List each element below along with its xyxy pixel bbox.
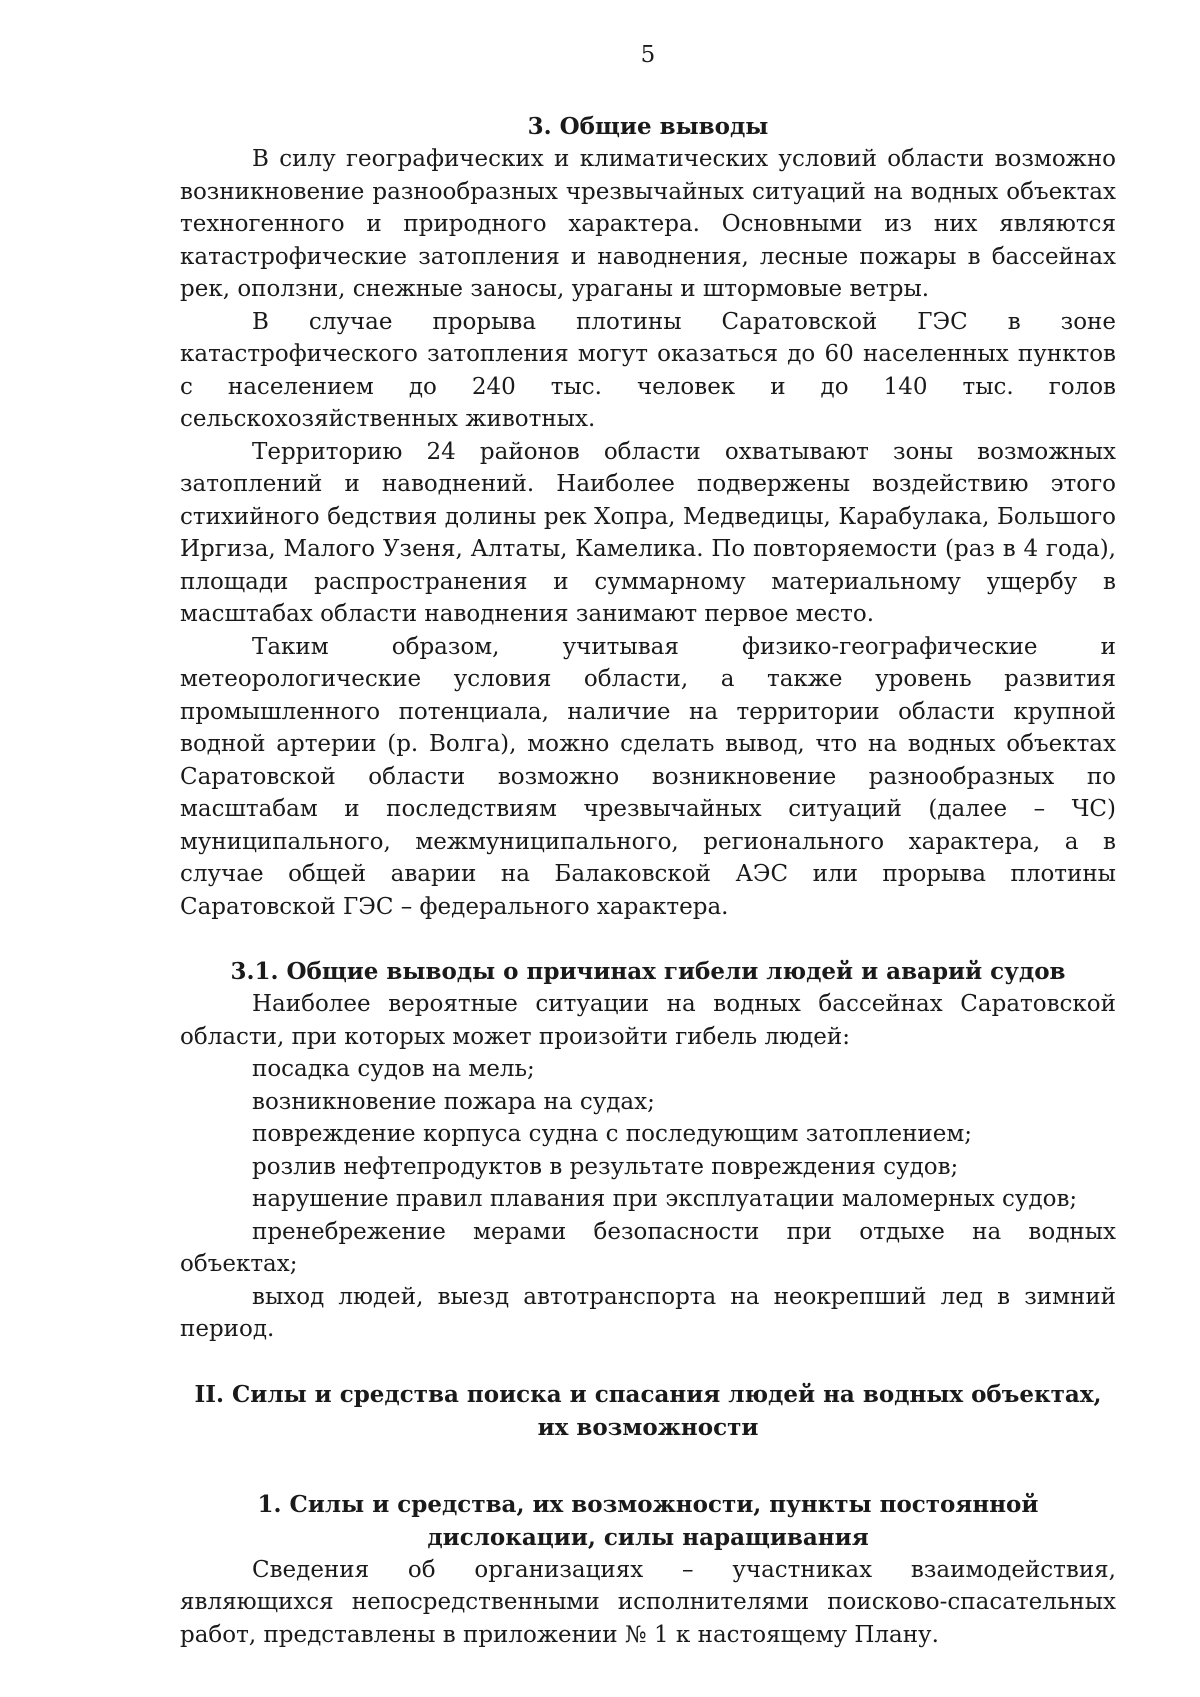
section-3-paragraph-2: В случае прорыва плотины Саратовской ГЭС в зоне катастрофического затопления могут оказаться до 60 населенных пунктов с населением до 240 тыс. человек и до 140 тыс. голов сельскохозяйственных животных. — [180, 308, 1116, 432]
section-1-title-line-2: дислокации, силы наращивания — [427, 1523, 869, 1551]
section-3-paragraph-4: Таким образом, учитывая физико-географические и метеорологические условия области, а также уровень развития промышленного потенциала, наличие на территории области крупной водной артерии (р. Волга), можно сделать вывод, что на водных объектах Саратовской области возможно возникновение разнообразных по масштабам и последствиям чрезвычайных ситуаций (далее – ЧС) муниципального, межмуниципального, регионального характера, а в случае общей аварии на Балаковской АЭС или прорыва плотины Саратовской ГЭС – федерального характера. — [180, 633, 1116, 920]
chapter-2-title-line-2: их возможности — [537, 1413, 759, 1441]
section-3-paragraph-1: В силу географических и климатических условий области возможно возникновение разнообразных чрезвычайных ситуаций на водных объектах техногенного и природного характера. Основными из них являются катастрофические затопления и наводнения, лесные пожары в бассейнах рек, оползни, снежные заносы, ураганы и штормовые ветры. — [180, 146, 1116, 302]
section-3-paragraph-3: Территорию 24 районов области охватывают зоны возможных затоплений и наводнений. Наиболее подвержены воздействию этого стихийного бедствия долины рек Хопра, Медведицы, Карабулака, Большого Иргиза, Малого Узеня, Алтаты, Камелика. По повторяемости (раз в 4 года), площади распространения и суммарному материальному ущербу в масштабах области наводнения занимают первое место. — [180, 438, 1116, 627]
page-content — [180, 40, 1116, 1651]
list-item: нарушение правил плавания при эксплуатации маломерных судов; — [252, 1186, 1078, 1212]
spacer — [180, 923, 1116, 955]
section-3-1-title: 3.1. Общие выводы о причинах гибели людей и аварий судов — [230, 958, 1066, 985]
list-item: выход людей, выезд автотранспорта на неокрепший лед в зимний период. — [180, 1283, 1116, 1342]
spacer — [180, 1444, 1116, 1488]
list-item: возникновение пожара на судах; — [252, 1088, 655, 1115]
hazard-list — [180, 1053, 1116, 1346]
list-item: розлив нефтепродуктов в результате повреждения судов; — [252, 1153, 959, 1180]
list-item: посадка судов на мель; — [252, 1056, 535, 1082]
list-item: пренебрежение мерами безопасности при отдыхе на водных объектах; — [180, 1218, 1116, 1277]
section-1-title-line-1: 1. Силы и средства, их возможности, пункты постоянной — [257, 1490, 1039, 1518]
section-3-1-intro: Наиболее вероятные ситуации на водных бассейнах Саратовской области, при которых может произойти гибель людей: — [180, 991, 1116, 1050]
section-3-title: 3. Общие выводы — [527, 113, 769, 140]
spacer — [180, 1346, 1116, 1378]
section-1-paragraph: Сведения об организациях – участниках взаимодействия, являющихся непосредственными исполнителями поисково-спасательных работ, представлены в приложении № 1 к настоящему Плану. — [180, 1556, 1116, 1648]
page-number: 5 — [640, 42, 656, 68]
chapter-2-title-line-1: II. Силы и средства поиска и спасания людей на водных объектах, — [194, 1380, 1102, 1408]
list-item: повреждение корпуса судна с последующим затоплением; — [252, 1121, 973, 1147]
